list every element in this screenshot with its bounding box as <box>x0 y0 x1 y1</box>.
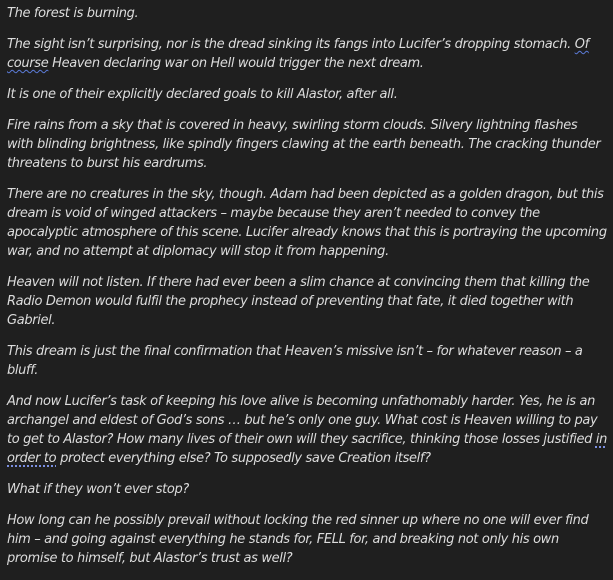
paragraph-1: The forest is burning. <box>7 6 139 21</box>
paragraph-9: What if they won’t ever stop? <box>7 482 189 497</box>
paragraph-5: There are no creatures in the sky, though. Adam had been depicted as a golden dragon, but this dream is void of winged attackers – maybe because they aren’t needed to convey the apocalyptic atmosphere of this scene. Lucifer already knows that this is portraying the upcoming war, and no attempt at diplomacy will stop it from happening. <box>7 187 607 259</box>
paragraph-10: How long can he possibly prevail without locking the red sinner up where no one will ever find him – and going against everything he stands for, FELL for, and breaking not only his own promise to himself, but Alastor’s trust as well? <box>7 513 589 566</box>
paragraph-7: This dream is just the final confirmation that Heaven’s missive isn’t – for whatever reason – a bluff. <box>7 344 583 378</box>
paragraph-4: Fire rains from a sky that is covered in heavy, swirling storm clouds. Silvery lightning flashes with blinding brightness, like spindly fingers clawing at the earth beneath. The cracking thunder threatens to burst his eardrums. <box>7 118 601 171</box>
flagged-phrase-of-course[interactable]: Of course <box>7 37 589 71</box>
paragraph-2 <box>7 35 607 73</box>
paragraph-2-text-a: The sight isn’t surprising, nor is the dread sinking its fangs into Lucifer’s dropping stomach. <box>7 37 575 52</box>
paragraph-8-text-a: And now Lucifer’s task of keeping his love alive is becoming unfathomably harder. Yes, he is an archangel and eldest of God’s sons … but he’s only one guy. What cost is Heaven willing to pay to get to Alastor? How many lives of their own will they sacrifice, thinking those losses justified <box>7 394 598 447</box>
paragraph-3: It is one of their explicitly declared goals to kill Alastor, after all. <box>7 87 398 102</box>
paragraph-8-text-b: protect everything else? To supposedly save Creation itself? <box>56 451 431 466</box>
flagged-phrase-in-order-to[interactable]: in order to <box>7 432 607 466</box>
paragraph-8 <box>7 392 607 468</box>
paragraph-6: Heaven will not listen. If there had ever been a slim chance at convincing them that killing the Radio Demon would fulfil the prophecy instead of preventing that fate, it died together with Gabriel. <box>7 275 590 328</box>
paragraph-2-text-b: Heaven declaring war on Hell would trigger the next dream. <box>48 56 424 71</box>
